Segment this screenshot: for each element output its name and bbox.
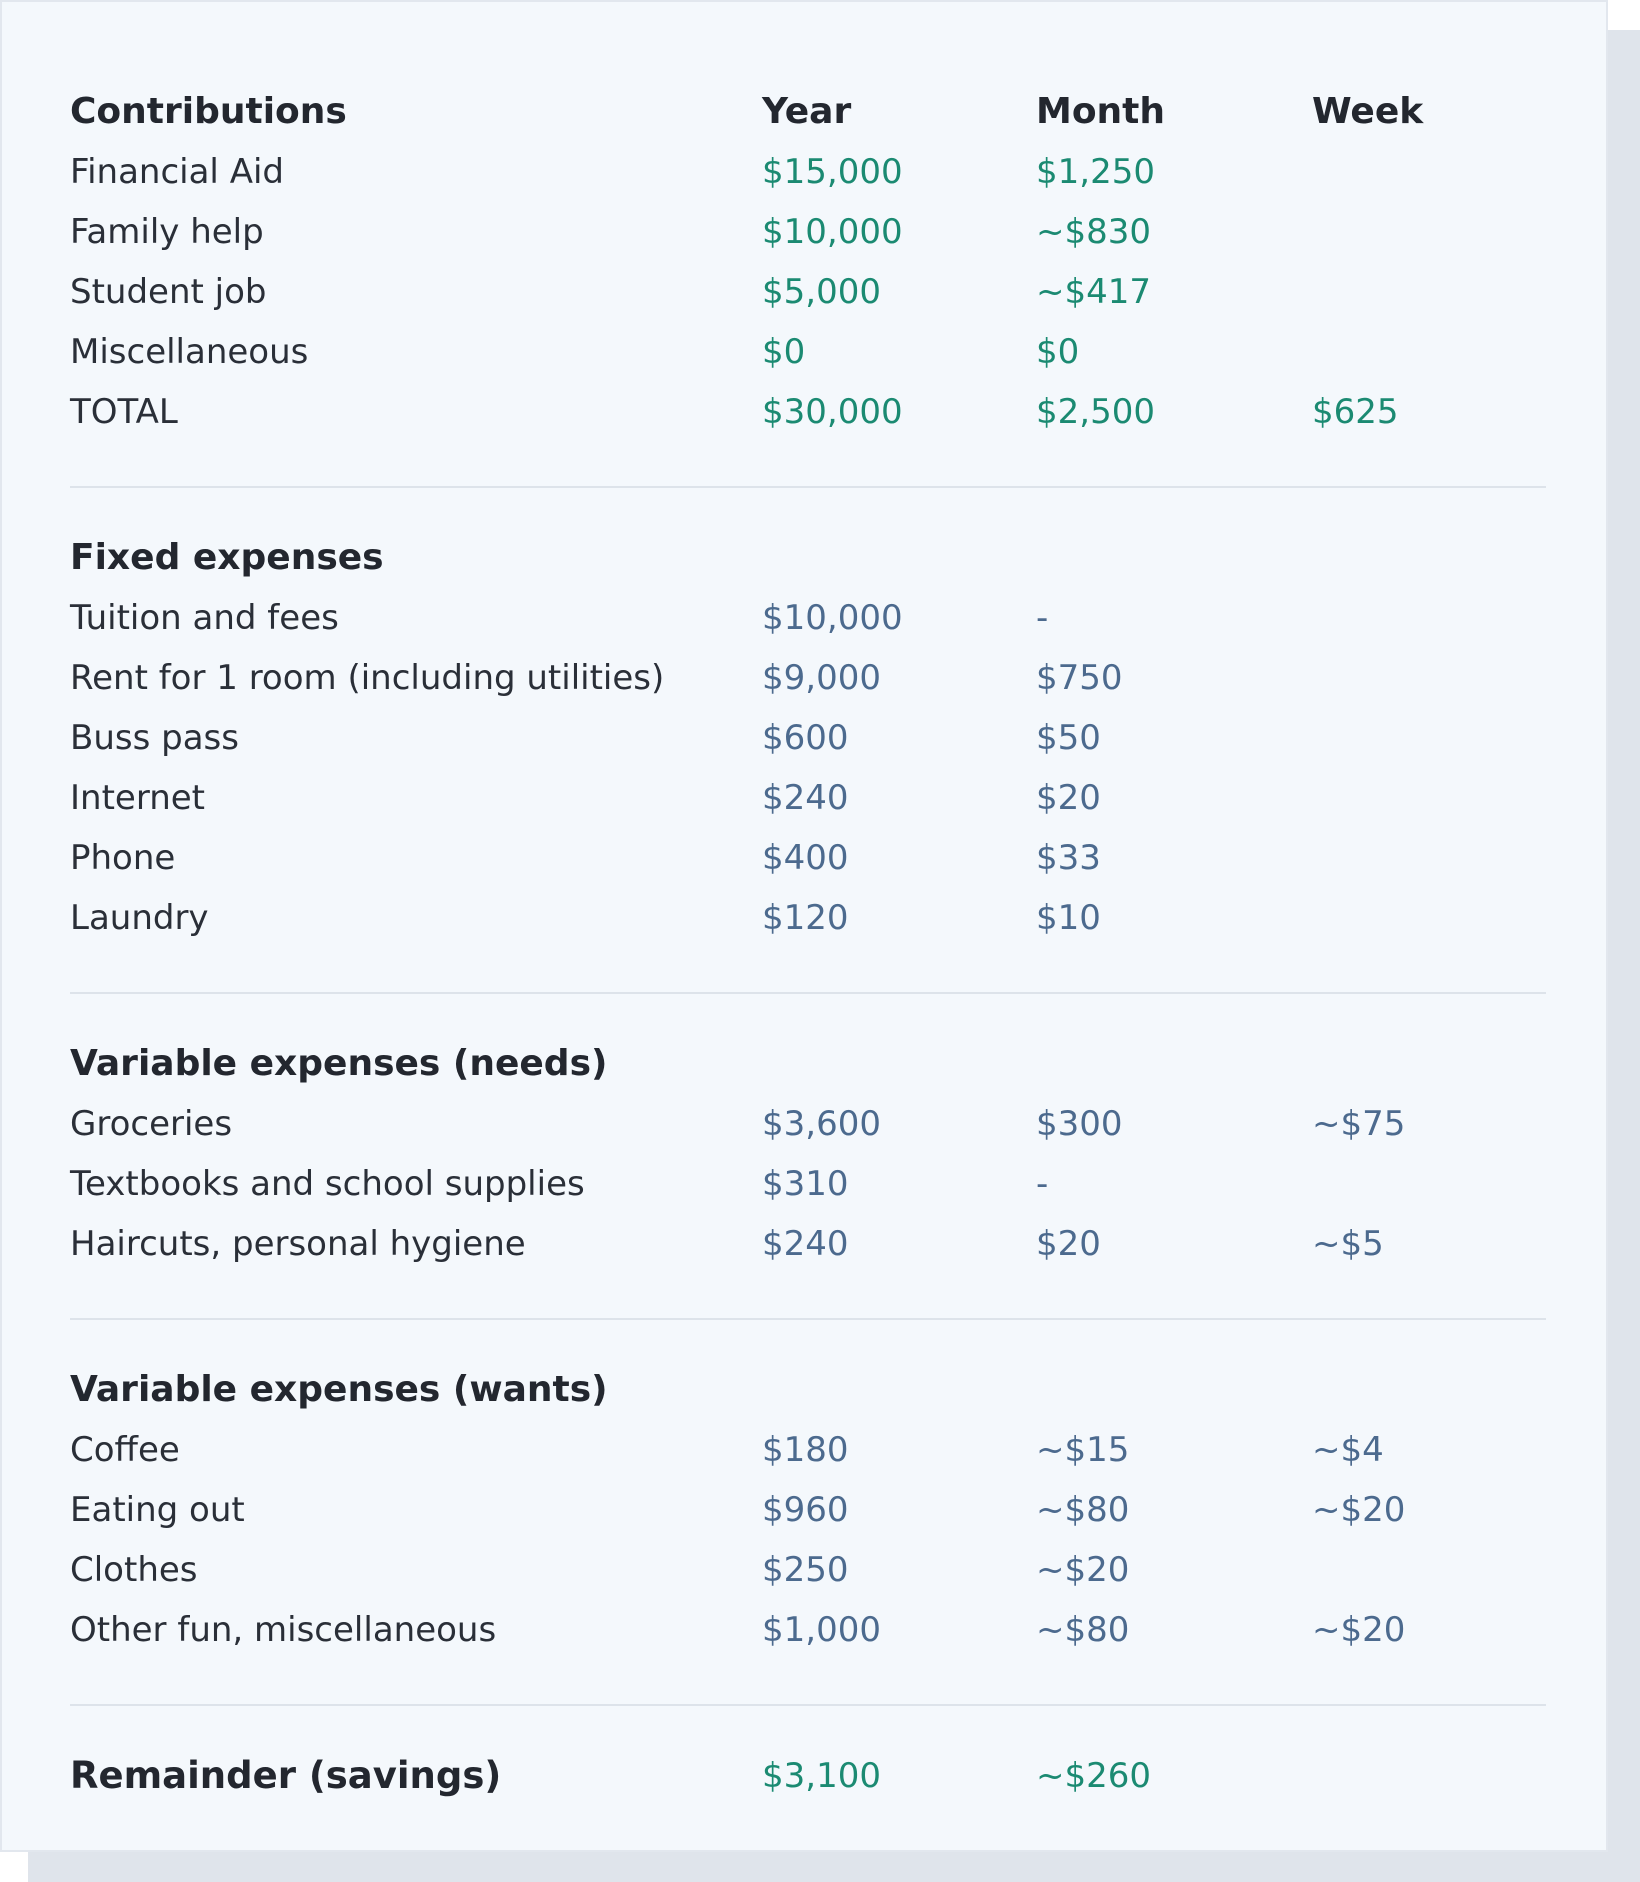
month-value: $20: [1036, 778, 1101, 818]
month-value: $33: [1036, 838, 1101, 878]
section-divider: [70, 992, 1546, 994]
year-value: $0: [762, 332, 806, 372]
row-label: Haircuts, personal hygiene: [70, 1224, 526, 1264]
row-label: Textbooks and school supplies: [70, 1164, 585, 1204]
section-divider: [70, 1704, 1546, 1706]
section-title: Variable expenses (needs): [70, 1043, 608, 1084]
section-divider: [70, 486, 1546, 488]
table-row: [70, 888, 1546, 948]
row-label: Eating out: [70, 1490, 245, 1530]
month-value: $750: [1036, 658, 1123, 698]
week-value: ~$5: [1312, 1224, 1384, 1264]
table-row: [70, 1540, 1546, 1600]
table-row: [70, 262, 1546, 322]
row-label: Student job: [70, 272, 267, 312]
month-value: $10: [1036, 898, 1101, 938]
month-value: $2,500: [1036, 392, 1155, 432]
table-row: [70, 322, 1546, 382]
year-value: $960: [762, 1490, 849, 1530]
month-value: ~$830: [1036, 212, 1152, 252]
year-value: $240: [762, 1224, 849, 1264]
month-value: $300: [1036, 1104, 1123, 1144]
year-value: $310: [762, 1164, 849, 1204]
week-value: ~$4: [1312, 1430, 1384, 1470]
month-value: $0: [1036, 332, 1080, 372]
table-row: [70, 202, 1546, 262]
year-value: $30,000: [762, 392, 903, 432]
year-value: $240: [762, 778, 849, 818]
year-value: $9,000: [762, 658, 881, 698]
year-value: $15,000: [762, 152, 903, 192]
year-value: $3,100: [762, 1756, 881, 1796]
table-row: [70, 1600, 1546, 1660]
row-label: Groceries: [70, 1104, 233, 1144]
row-label: Internet: [70, 778, 206, 818]
week-value: $625: [1312, 392, 1399, 432]
table-row: [70, 1094, 1546, 1154]
section-title: Variable expenses (wants): [70, 1369, 608, 1410]
month-value: ~$417: [1036, 272, 1152, 312]
table-row: [70, 142, 1546, 202]
month-value: ~$80: [1036, 1490, 1130, 1530]
row-label: Tuition and fees: [70, 598, 339, 638]
total-row: [70, 382, 1546, 442]
year-value: $5,000: [762, 272, 881, 312]
row-label: Coffee: [70, 1430, 180, 1470]
week-value: ~$75: [1312, 1104, 1406, 1144]
row-label: Financial Aid: [70, 152, 284, 192]
year-value: $180: [762, 1430, 849, 1470]
year-value: $10,000: [762, 212, 903, 252]
table-row: [70, 1154, 1546, 1214]
month-value: ~$20: [1036, 1550, 1130, 1590]
month-value: $1,250: [1036, 152, 1155, 192]
row-label: Phone: [70, 838, 176, 878]
row-label: Buss pass: [70, 718, 239, 758]
row-label: Rent for 1 room (including utilities): [70, 658, 665, 698]
month-column-header: Month: [1036, 91, 1166, 132]
year-value: $3,600: [762, 1104, 881, 1144]
month-value: -: [1036, 1164, 1049, 1204]
month-value: ~$260: [1036, 1756, 1152, 1796]
year-value: $120: [762, 898, 849, 938]
remainder-label: Remainder (savings): [70, 1754, 502, 1797]
fixed-expenses-header-row: [70, 528, 1546, 588]
variable-wants-header-row: [70, 1360, 1546, 1420]
row-label: TOTAL: [70, 392, 178, 432]
month-value: $50: [1036, 718, 1101, 758]
section-divider: [70, 1318, 1546, 1320]
table-row: [70, 588, 1546, 648]
table-row: [70, 648, 1546, 708]
section-title: Fixed expenses: [70, 537, 384, 578]
variable-needs-header-row: [70, 1034, 1546, 1094]
year-value: $1,000: [762, 1610, 881, 1650]
week-column-header: Week: [1312, 91, 1424, 132]
month-value: $20: [1036, 1224, 1101, 1264]
table-row: [70, 1214, 1546, 1274]
row-label: Clothes: [70, 1550, 198, 1590]
table-row: [70, 1480, 1546, 1540]
month-value: -: [1036, 598, 1049, 638]
month-value: ~$15: [1036, 1430, 1130, 1470]
year-column-header: Year: [762, 91, 852, 132]
row-label: Laundry: [70, 898, 209, 938]
budget-table: [70, 82, 1546, 1806]
week-value: ~$20: [1312, 1490, 1406, 1530]
year-value: $10,000: [762, 598, 903, 638]
year-value: $600: [762, 718, 849, 758]
contributions-header-row: [70, 82, 1546, 142]
contributions-heading: Contributions: [70, 91, 347, 132]
week-value: ~$20: [1312, 1610, 1406, 1650]
table-row: [70, 828, 1546, 888]
remainder-row: [70, 1746, 1546, 1806]
year-value: $250: [762, 1550, 849, 1590]
row-label: Family help: [70, 212, 264, 252]
row-label: Other fun, miscellaneous: [70, 1610, 497, 1650]
table-row: [70, 1420, 1546, 1480]
table-row: [70, 708, 1546, 768]
table-row: [70, 768, 1546, 828]
month-value: ~$80: [1036, 1610, 1130, 1650]
row-label: Miscellaneous: [70, 332, 309, 372]
year-value: $400: [762, 838, 849, 878]
